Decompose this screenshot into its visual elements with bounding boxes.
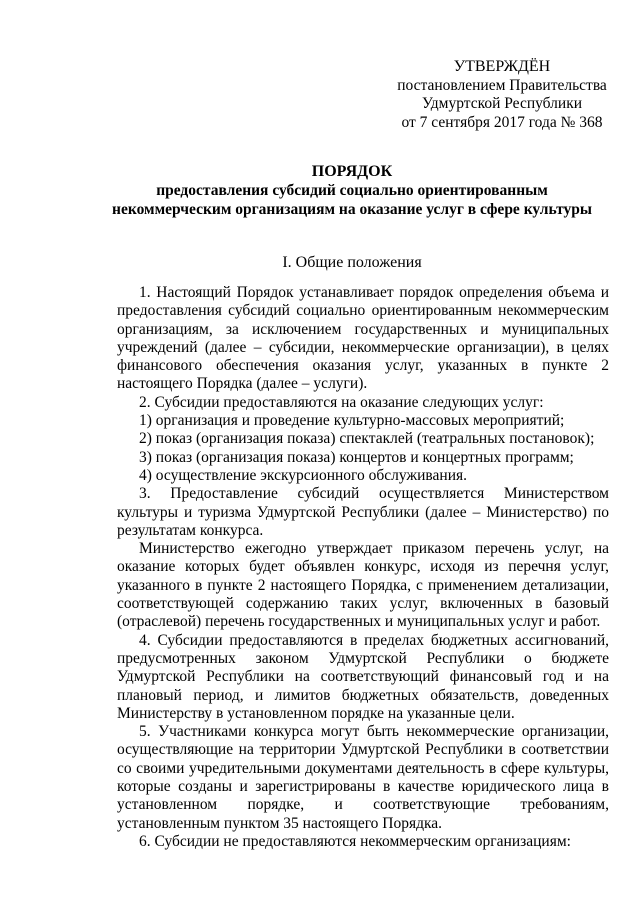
section-heading: I. Общие положения [282,254,422,271]
document-body [117,284,609,851]
paragraph-3: 3. Предоставление субсидий осуществляется Министерством культуры и туризма Удмуртской Республики (далее – Министерство) по результатам конкурса. [117,485,609,539]
list-item-4: 4) осуществление экскурсионного обслуживания. [139,466,468,484]
paragraph-1: 1. Настоящий Порядок устанавливает порядок определения объема и предоставления субсидий социально ориентированным некоммерческим организациям, за исключением государственных и муниципальных учреждений (далее – субсидии, некоммерческие организации), в целях финансового обеспечения оказания услуг, указанных в пункте 2 настоящего Порядка (далее – услуги). [117,284,609,393]
document-subtitle [96,181,608,219]
subtitle-line-1: предоставления субсидий социально ориентированным [156,182,548,199]
approval-stamp [392,58,612,132]
paragraph-4: 4. Субсидии предоставляются в пределах бюджетных ассигнований, предусмотренных законом Удмуртской Республики о бюджете Удмуртской Республики на соответствующий финансовый год и на плановый период, и лимитов бюджетных обязательств, доведенных Министерству в установленном порядке на указанные цели. [117,631,609,722]
approval-line-3: от 7 сентября 2017 года № 368 [401,113,603,131]
paragraph-6: 6. Субсидии не предоставляются некоммерческим организациям: [139,832,571,850]
list-item-1: 1) организация и проведение культурно-массовых мероприятий; [139,412,565,430]
subtitle-line-2: некоммерческим организациям на оказание услуг в сфере культуры [112,201,592,218]
document-title: ПОРЯДОК [311,163,393,180]
list-item-3: 3) показ (организация показа) концертов и концертных программ; [139,448,574,466]
paragraph-5: 5. Участниками конкурса могут быть некоммерческие организации, осуществляющие на территории Удмуртской Республики в соответствии со своими учредительными документами деятельность в сфере культуры, которые созданы и зарегистрированы в качестве юридического лица в установленном порядке, и соответствующие требованиям, установленным пунктом 35 настоящего Порядка. [117,723,609,832]
approval-line-2: Удмуртской Республики [421,95,583,112]
paragraph-3-ministry: Министерство ежегодно утверждает приказом перечень услуг, на оказание которых будет объявлен конкурс, исходя из перечня услуг, указанного в пункте 2 настоящего Порядка, с применением детализации, соответствующей содержанию таких услуг, включенных в базовый (отраслевой) перечень государственных и муниципальных услуг и работ. [117,540,609,631]
paragraph-2: 2. Субсидии предоставляются на оказание следующих услуг: [139,393,544,411]
approval-line-1: постановлением Правительства [397,76,607,94]
approval-title: УТВЕРЖДЁН [453,58,551,75]
list-item-2: 2) показ (организация показа) спектаклей (театральных постановок); [139,430,595,448]
